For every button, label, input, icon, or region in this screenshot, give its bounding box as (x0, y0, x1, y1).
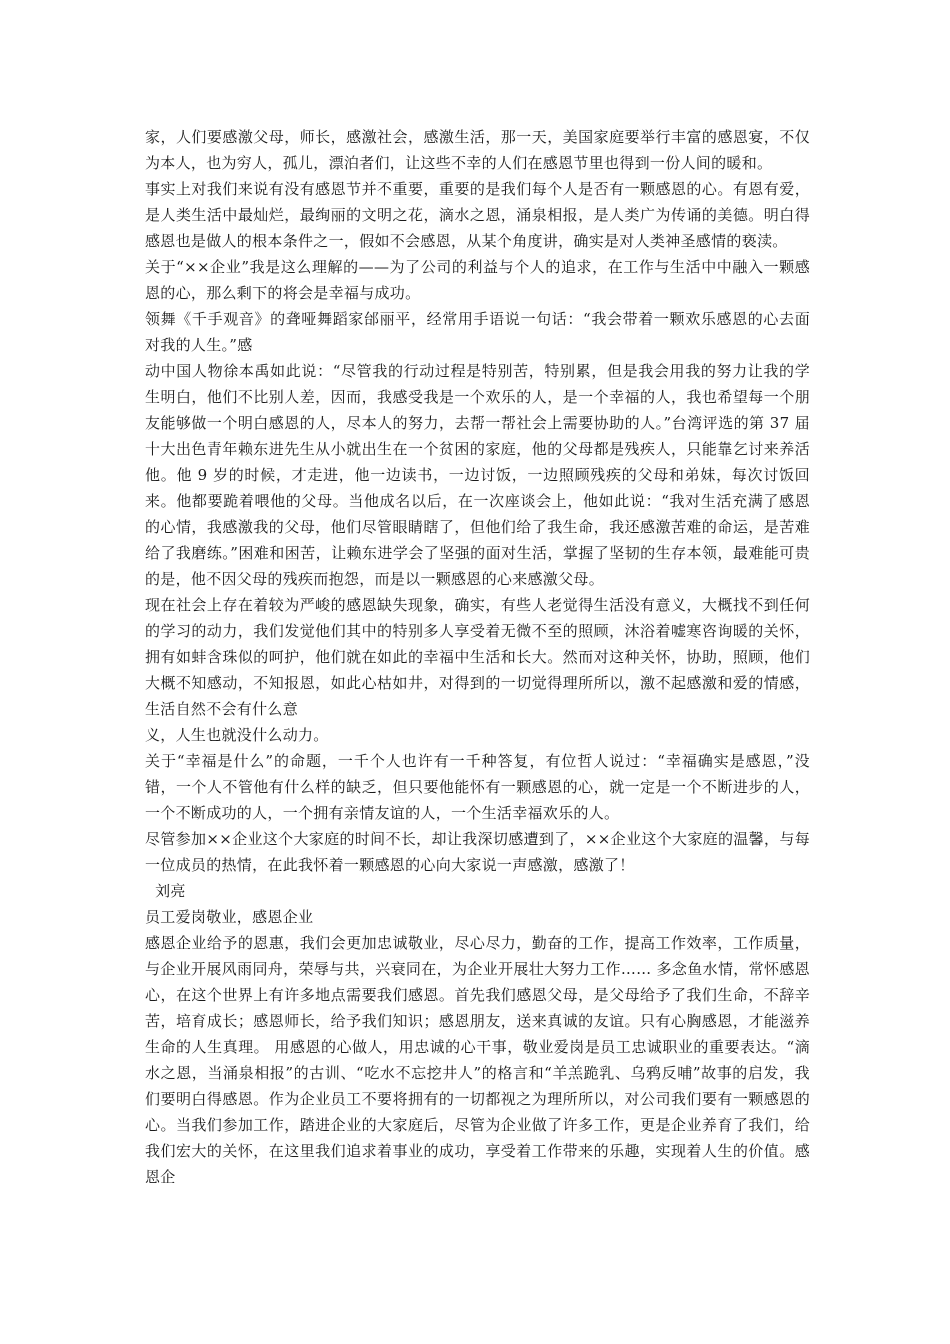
paragraph: 感恩企业给予的恩惠，我们会更加忠诚敬业，尽心尽力，勤奋的工作，提高工作效率，工作质量，与企业开展风雨同舟，荣辱与共，兴衰同在，为企业开展壮大努力工作…… 多念鱼水情，常怀感恩心，在这个世界上有许多地点需要我们感恩。首先我们感恩父母，是父母给予了我们生命，不辞辛苦，培育成长；感恩师长，给予我们知识；感恩朋友，送来真诚的友谊。只有心胸感恩，才能滋养生命的人生真理。 用感恩的心做人，用忠诚的心干事，敬业爱岗是员工忠诚职业的重要表达。“滴水之恩，当涌泉相报”的古训、“吃水不忘挖井人”的格言和“羊羔跪乳、乌鸦反哺”故事的启发，我们要明白得感恩。作为企业员工不要将拥有的一切都视之为理所所以，对公司我们要有一颗感恩的心。当我们参加工作，踏进企业的大家庭后，尽管为企业做了许多工作，更是企业养育了我们，给我们宏大的关怀，在这里我们追求着事业的成功，享受着工作带来的乐趣，实现着人生的价值。感恩企 (145, 934, 810, 1186)
author-name: 刘亮 (145, 882, 186, 900)
paragraph: 动中国人物徐本禹如此说：“尽管我的行动过程是特别苦，特别累，但是我会用我的努力让我的学生明白，他们不比别人差，因而，我感受我是一个欢乐的人，是一个幸福的人，我也希望每一个朋友能够做一个明白感恩的人，尽本人的努力，去帮一帮社会上需要协助的人。”台湾评选的第 37 届十大出色青年赖东进先生从小就出生在一个贫困的家庭，他的父母都是残疾人，只能靠乞讨来养活他。他 9 岁的时候，才走进，他一边读书，一边讨饭，一边照顾残疾的父母和弟妹，每次讨饭回来。他都要跪着喂他的父母。当他成名以后，在一次座谈会上，他如此说：“我对生活充满了感恩的心情，我感激我的父母，他们尽管眼睛瞎了，但他们给了我生命，我还感激苦难的命运，是苦难给了我磨练。”困难和困苦，让赖东进学会了坚强的面对生活，掌握了坚韧的生存本领，最难能可贵的是，他不因父母的残疾而抱怨，而是以一颗感恩的心来感激父母。 (145, 362, 810, 588)
document-body (145, 124, 810, 1190)
paragraph: 关于“××企业”我是这么理解的——为了公司的利益与个人的追求，在工作与生活中中融入一颗感恩的心，那么剩下的将会是幸福与成功。 (145, 258, 810, 302)
paragraph: 家，人们要感激父母，师长，感激社会，感激生活，那一天，美国家庭要举行丰富的感恩宴，不仅为本人，也为穷人，孤儿，漂泊者们，让这些不幸的人们在感恩节里也得到一份人间的暖和。 (145, 128, 810, 172)
section-heading: 员工爱岗敬业，感恩企业 (145, 908, 314, 926)
paragraph: 关于“幸福是什么”的命题，一千个人也许有一千种答复，有位哲人说过：“幸福确实是感恩，”没错，一个人不管他有什么样的缺乏，但只要他能怀有一颗感恩的心，就一定是一个不断进步的人，一个不断成功的人，一个拥有亲情友谊的人，一个生活幸福欢乐的人。 (145, 752, 810, 822)
paragraph: 事实上对我们来说有没有感恩节并不重要，重要的是我们每个人是否有一颗感恩的心。有恩有爱，是人类生活中最灿烂，最绚丽的文明之花，滴水之恩，涌泉相报，是人类广为传诵的美德。明白得感恩也是做人的根本条件之一，假如不会感恩，从某个角度讲，确实是对人类神圣感情的亵渎。 (145, 180, 810, 250)
paragraph: 领舞《千手观音》的聋哑舞蹈家邰丽平，经常用手语说一句话：“我会带着一颗欢乐感恩的心去面对我的人生。”感 (145, 310, 810, 354)
paragraph: 义，人生也就没什么动力。 (145, 726, 329, 744)
paragraph: 尽管参加××企业这个大家庭的时间不长，却让我深切感遭到了，××企业这个大家庭的温馨，与每一位成员的热情，在此我怀着一颗感恩的心向大家说一声感激，感激了！ (145, 830, 810, 874)
paragraph: 现在社会上存在着较为严峻的感恩缺失现象，确实，有些人老觉得生活没有意义，大概找不到任何的学习的动力，我们发觉他们其中的特别多人享受着无微不至的照顾，沐浴着嘘寒咨询暖的关怀，拥有如蚌含珠似的呵护，他们就在如此的幸福中生活和长大。然而对这种关怀，协助，照顾，他们大概不知感动，不知报恩，如此心枯如井，对得到的一切觉得理所所以，激不起感激和爱的情感，生活自然不会有什么意 (145, 596, 810, 718)
